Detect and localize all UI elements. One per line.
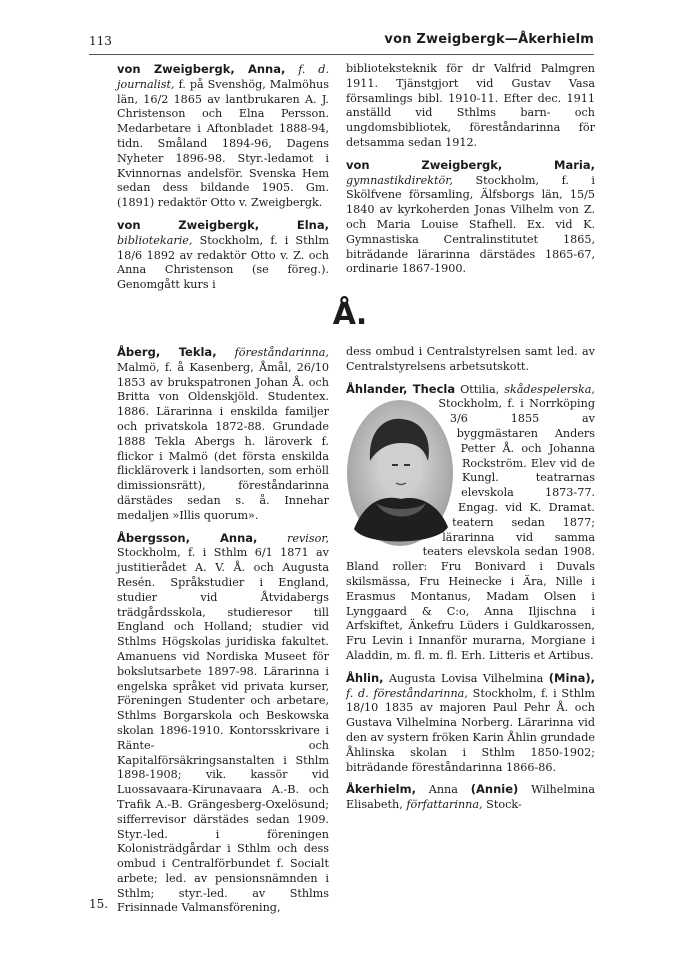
- entry-given-names: Augusta Lovisa Vilhelmina: [388, 671, 544, 685]
- entry: [117, 62, 329, 211]
- entry-given-names-2: Wilhelmina Elisabeth,: [346, 783, 596, 812]
- entry-continuation: [346, 345, 595, 375]
- entry-name: Åhlander, Thecla: [346, 381, 456, 396]
- entry-text: Stockholm, f. i Sthlm 18/6 1892 av redaktör Otto v. Z. och Anna Christenson (se föreg.). Genomgått kurs i: [117, 233, 329, 292]
- entry-name: Åbergsson, Anna,: [117, 530, 258, 545]
- entry-title: f. d. föreståndarinna,: [346, 686, 468, 700]
- entry: [117, 531, 329, 917]
- column-top-right: [346, 62, 595, 284]
- entry-name: von Zweigbergk, Maria,: [346, 157, 595, 172]
- entry-title: föreståndarinna,: [234, 346, 329, 359]
- entry-given-names: Anna: [428, 783, 458, 797]
- entry-title: författarinna,: [406, 798, 483, 812]
- column-bottom-right: [346, 345, 595, 820]
- entry-continuation: [346, 62, 595, 151]
- entry: [117, 218, 329, 293]
- entry-text: Stock-: [486, 798, 522, 812]
- entry: [346, 782, 595, 813]
- portrait-face: [380, 443, 422, 495]
- entry-title: f. d. journalist,: [117, 63, 330, 91]
- entry: [346, 158, 595, 277]
- signature-mark: 15.: [89, 897, 109, 911]
- page-number: 113: [89, 34, 112, 48]
- entry-text: biblioteksteknik för dr Valfrid Palmgren 1911. Tjänstgjort vid Gustav Vasa församlings bibl. 1910-11. Efter dec. 1911 anställd vid Sthlms barn- och ungdomsbibliotek, föreståndarinna för detsamma sedan 1912.: [346, 62, 595, 149]
- entry-title: bibliotekarie,: [117, 233, 193, 247]
- column-top-left: [117, 62, 329, 300]
- entry-text: Stockholm, f. i Norrköping 3/6 1855 av byggmästaren Anders Petter Å. och Johanna Rockström. Elev vid de Kungl. teatrarnas elevskola 1873-77. Engag. vid K. Dramat. teatern sedan 1877; lärarinna vid samma teaters elevskola sedan 1908. Bland roller: Fru Bonivard i Duvals skilsmässa, Fru Heinecke i Ära, Nille i Erasmus Montanus, Madam Olsen i Lynggaard & C:o, Anna Iljischna i Arfskiftet, Änkefru Lüders i Guldkarossen, Fru Levin i Innanför murarna, Morgiane i Aladdin, m. fl. m. fl. Erh. Litteris et Artibus.: [346, 397, 595, 662]
- entry: [346, 671, 595, 776]
- entry-nickname: (Annie): [470, 782, 519, 797]
- entry-name: Åkerhielm,: [346, 782, 416, 797]
- entry-given-names: Ottilia,: [460, 382, 500, 396]
- entry-title: gymnastikdirektör,: [346, 173, 453, 187]
- entry: [117, 345, 329, 524]
- entry-text: Stockholm, f. i Skölfvene församling, Älfsborgs län, 15/5 1840 av kyrkoherden Jonas Vilhelm von Z. och Maria Louise Stafhell. Ex. vid K. Gymnastiska Centralinstitutet 1865, biträdande lärarinna därstädes 1865-67, ordinarie 1867-1900.: [346, 173, 595, 276]
- section-letter: Å.: [332, 297, 368, 332]
- entry-text: Stockholm, f. i Sthlm 6/1 1871 av justitierådet A. V. Å. och Augusta Resén. Språkstudier i England, studier vid Åtvidabergs trädgårdsskola, studieresor till England och Holland; studier vid Sthlms Högskolas juridiska fakultet. Amanuens vid Nordiska Museet för bokslutsarbete 1897-98. Lärarinna i engelska språket vid privata kurser, Föreningen Studenter och arbetare, Sthlms Borgarskola och Beskowska skolan 1896-1910. Kontorsskrivare i Ränte- och Kapitalförsäkringsanstalten i Sthlm 1898-1908; vik. kassör vid Luossavaara-Kirunavaara A.-B. och Trafik A.-B. Grängesberg-Oxelösund; sifferrevisor därstädes sedan 1909. Styr.-led. i föreningen Kolonisträdgårdar i Sthlm och dess ombud i Centralförbundet f. Socialt arbete; led. av pensionsnämnden i Sthlm; styr.-led. av Sthlms Frisinnade Valmansförening,: [117, 546, 329, 915]
- entry-nickname: (Mina),: [548, 670, 596, 685]
- entry-text: Stockholm, f. i Sthlm 18/10 1835 av majoren Paul Pehr Å. och Gustava Vilhelmina Norberg. Lärarinna vid den av systern fröken Karin Åhlin grundade Åhlinska skolan i Sthlm 1850-1902; biträdande föreståndarinna 1866-86.: [346, 686, 595, 774]
- entry: [346, 382, 595, 664]
- entry-text: Malmö, f. å Kasenberg, Åmål, 26/10 1853 av brukspatronen Johan Å. och Britta von Oldenskjöld. Studentex. 1886. Lärarinna i enskilda familjer och privatskola 1872-88. Grundade 1888 Tekla Abergs h. läroverk f. flickor i Malmö (det första enskilda flickläroverk i landsorten, som erhöll dimissionsrätt), föreståndarinna därstädes sedan s. å. Innehar medaljen »Illis quorum».: [117, 360, 329, 522]
- entry-text: f. på Svenshög, Malmöhus län, 16/2 1865 av lantbrukaren A. J. Christenson och Elna Persson. Medarbetare i Aftonbladet 1888-94, tidn. Småland 1894-96, Dagens Nyheter 1896-98. Styr.-ledamot i Kvinnornas andelsför. Svenska Hem sedan dess bildande 1905. Gm. (1891) redaktör Otto v. Zweigbergk.: [117, 77, 329, 210]
- entry-text: dess ombud i Centralstyrelsen samt led. av Centralstyrelsens arbetsutskott.: [346, 345, 595, 373]
- portrait-photo: [346, 399, 454, 547]
- entry-name: Åhlin,: [346, 670, 384, 685]
- column-bottom-left: [117, 345, 329, 923]
- running-head: von Zweigbergk—Åkerhielm: [384, 32, 594, 47]
- entry-title: skådespelerska,: [504, 382, 595, 396]
- entry-name: von Zweigbergk, Elna,: [117, 217, 329, 232]
- entry-name: von Zweigbergk, Anna,: [117, 62, 286, 76]
- entry-name: Åberg, Tekla,: [117, 345, 217, 359]
- entry-title: revisor,: [286, 531, 330, 545]
- page-header: [89, 30, 594, 55]
